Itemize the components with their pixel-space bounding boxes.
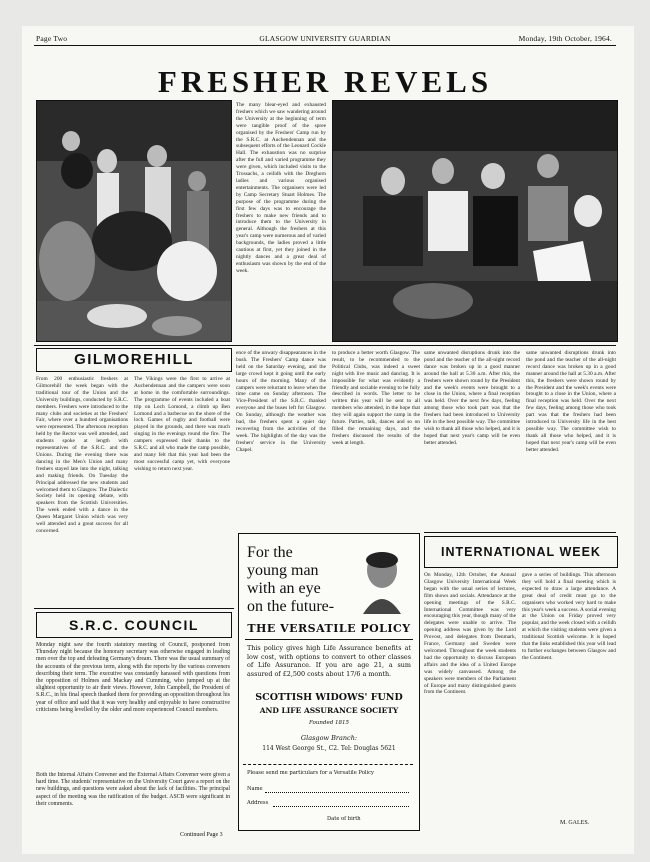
paper-name: GLASGOW UNIVERSITY GUARDIAN <box>259 34 391 43</box>
dance-photo-illustration-left <box>37 101 231 341</box>
photo-fresher-dance-right <box>332 100 618 342</box>
ad-rule <box>245 639 413 640</box>
src-council-text2: Both the Internal Affairs Convener and the External Affairs Convener were given a hard time. The students' representative on the University Court gave a report on the new buildings, and questions were asked about the lack of facilities. The principal aspect of the meeting was the ratification of the budget. ASCB were significant in their comments. <box>36 772 230 807</box>
src-heading-box <box>36 612 232 638</box>
gilmorehill-text-col1: From 200 enthusiastic freshers at Gilmorehill the week began with the traditional tour of the Union and the University buildings, conducted by S.R.C. members. Freshers were introduced to the many clubs and societies at the Freshers' Fair, where over a hundred organisations were represented. The afternoon reception held by the Rector was well attended, and students spoke at length with representatives of the S.R.C. and the Unions. During the evening there was dancing in the Men's Union and many freshers stayed late into the night, talking and making friends. On Tuesday the Principal addressed the new students and welcomed them to Glasgow. The Dialectic Society held its opening debate, with speakers from the Scottish Universities. The week ended with a dance in the Queen Margaret Union which was very well attended and a great success for all concerned. <box>36 376 128 534</box>
coupon-name-field[interactable] <box>265 792 409 793</box>
intl-heading-box <box>424 536 618 568</box>
intl-rule <box>424 532 616 533</box>
intl-week-col1: On Monday, 12th October, the Annual Glasgow University International Week began with the usual series of lectures, film shows and socials. Attendance at the opening meetings of the S.R.C. International Committee was very encouraging this year, though many of the delegates were unable to arrive. The opening address was given by the Lord Provost, and delegates from Denmark, France, Germany and Sweden were welcomed. Throughout the week students had the opportunity to discuss European affairs and the idea of a United Europe was widely canvassed. Among the speakers were members of the Parliament of Europe and many distinguished guests from the Continent. <box>424 572 516 696</box>
ad-company1: SCOTTISH WIDOWS' FUND <box>255 692 403 703</box>
ad-branch: Glasgow Branch: <box>300 734 358 742</box>
dance-photo-illustration-right <box>333 101 617 341</box>
ad-line3: with an eye <box>247 580 321 597</box>
ad-headline: THE VERSATILE POLICY <box>247 622 411 635</box>
scottish-widows-advert <box>238 533 420 831</box>
photo-fresher-dance-left <box>36 100 232 342</box>
intl-week-signature: M. GALES. <box>560 820 590 826</box>
coupon-cut-line <box>243 764 413 765</box>
main-title: FRESHER REVELS <box>157 64 493 99</box>
ad-established: Founded 1815 <box>309 720 349 726</box>
intl-week-col2: gave a series of buildings. This afternoon they will hold a final meeting which is expected to draw a large attendance. A great deal of credit must go to the organisers who worked very hard to make this year's week a success. A social evening at the Union on Friday proved very popular, and the week closed with a ceilidh at which the visiting students were given a traditional Scottish welcome. It is hoped that the links established this year will lead to further exchanges between Glasgow and the Continent. <box>522 572 616 661</box>
src-council-text: Monday night saw the fourth statutory meeting of Council, postponed from Thursday night because the honorary secretary was otherwise engaged in leading men over the top and defeating Germany's dream. There was the usual summary of the accounts of the previous term, along with the reports by the various conveners describing their term. The executive was constantly harassed with questions from the opposition of Holmes and Mackay and Cumming, who jumped up at the slightest opportunity to air their views. However, John Campbell, the President of S.R.C., in his final speech thanked them for providing an opposition throughout his year of office and said that it was very healthy and enjoyable to have constructive criticisms being levelled by the older and more experienced Council members. <box>36 642 230 713</box>
ad-line2: young man <box>247 562 319 579</box>
page-label: Page Two <box>36 34 68 43</box>
gilmorehill-heading-box <box>36 348 232 372</box>
right-story-col1: same unwanted disruptions drunk into the pond and the teacher of the all-night record dance was broken up in a good manner around the hall at 5.30 a.m. After this, the freshers were shown round by the President and the week's events were brought to a close in the Union, where a final reception was held. Over the next few days, feeling among those who took part was that the freshers had been introduced to University life in the best possible way. The committee wish to thank all those who helped, and it is hoped that next year's camp will be even better attended. <box>424 350 520 446</box>
src-rule <box>34 608 234 609</box>
coupon-name-label: Name <box>247 786 263 792</box>
section-rule <box>34 345 616 346</box>
gilmorehill-text-col2: The Vikings were the first to arrive at Auchendennan and the campers were soon at home in the comfortable surroundings. The programme of events included a boat trip on Loch Lomond, a climb up Ben Lomond and a barbecue on the shore of the loch. Games of rugby and football were played in the grounds, and there was much singing in the evenings round the fire. The campers expressed their thanks to the S.R.C. and all who made the camp possible, and many felt that this year had been the most successful camp yet, with everyone wishing to return next year. <box>134 376 230 472</box>
coupon-address-label: Address <box>247 800 269 806</box>
ad-company2: AND LIFE ASSURANCE SOCIETY <box>259 706 399 715</box>
issue-date: Monday, 19th October, 1964. <box>518 34 612 43</box>
src-council-heading: S.R.C. COUNCIL <box>69 617 199 633</box>
header-rule <box>34 45 616 46</box>
gilmorehill-heading: GILMOREHILL <box>74 351 194 368</box>
right-story-col2: same unwanted disruptions drunk into the pond and the teacher of the all-night record dance was broken up in a good manner around the hall at 5.30 a.m. After this, the freshers were shown round by the President and the week's events were brought to a close in the Union, where a final reception was held. Over the next few days, feeling among those who took part was that the freshers had been introduced to University life in the best possible way. The committee wish to thank all those who helped, and it is hoped that next year's camp will be even better attended. <box>526 350 616 453</box>
ad-line4: on the future- <box>247 598 335 615</box>
ad-line1: For the <box>247 544 293 561</box>
continued-link[interactable]: Continued Page 3 <box>180 832 223 838</box>
middle-story-col1: ence of the unwary disappearances in the bush. The Freshers' Camp dance was held on the Saturday evening, and the large crowd kept it going until the early hours of the morning. Many of the campers were reluctant to leave when the time came on Sunday afternoon. The Vice-President of the S.R.C. thanked everyone and the buses left for Glasgow. On Sunday, although the weather was bad, the freshers spent a quiet day recovering from the activities of the week. The highlights of the day was the freshers' service in the University Chapel. <box>236 350 326 453</box>
young-man-portrait-icon <box>357 548 407 614</box>
lead-story-text: The many blear-eyed and exhausted freshers which we saw wandering around the University at the beginning of term were tangible proof of the spree organised by the Freshers' Camp run by the S.R.C. at Auchendennan and the subsequent efforts of the Leonard Cockle Hall. The exhaustion was no surprise after the full and varied programme they were given, which included visits to the Trossachs, a ceilidh with the Dreghorn ladies and various organised entertainments. The organisers were led by Camp Secretary Stuart Holmes. The purpose of the programme during the first few days was to encourage the freshers to make new friends and to introduce them to the University in general. Although the freshers at this year's camp were numerous and of varied backgrounds, the ladies proved a little cautious at first, yet they joined in the nightly dances and a great deal of enthusiasm was shown by the end of the week. <box>236 102 326 274</box>
middle-story-col2: to produce a better worth Glasgow. The result, to be recommended to the Political Clubs, was indeed a sweet night with live music and dancing. It is impossible for what was evidently a friendly and sociable evening to be fully described in words. The letter to be written this year will be sent to all members who attended, in the hope that they will again support the camp in the future. Parties, talk, dances and so on filled the remaining days, and the freshers discussed the results of the week at length. <box>332 350 420 446</box>
intl-week-heading: INTERNATIONAL WEEK <box>441 545 601 559</box>
ad-body: This policy gives high Life Assurance benefits at low cost, with options to convert to other classes of Life Assurance. If you are age 21, a sum assured of £2,500 costs about 17/6 a month. <box>247 644 411 678</box>
coupon-address-field[interactable] <box>273 806 409 807</box>
coupon-dob-label: Date of birth <box>327 816 361 822</box>
ad-address: 114 West George St., C2. Tel: Douglas 5621 <box>262 745 396 752</box>
coupon-text: Please send me particulars for a Versatile Policy <box>247 770 374 776</box>
